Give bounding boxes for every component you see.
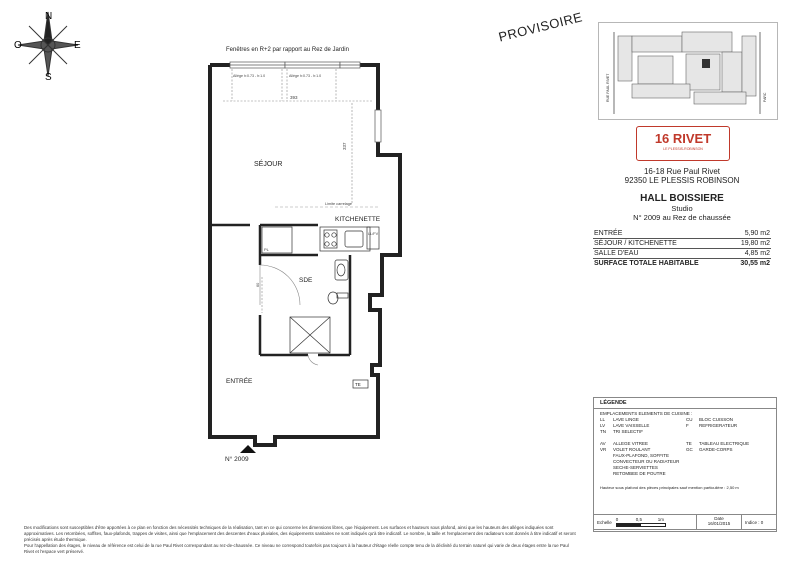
legend-label: TRI SELECTIF (613, 429, 644, 434)
area-row (593, 249, 771, 259)
total-area-value: 30,55 m2 (740, 260, 770, 267)
area-value: 5,90 m2 (744, 230, 770, 237)
scale-tick: 1m (657, 517, 665, 522)
legend-label: LAVE LINGE (613, 417, 639, 422)
legend-label: LAVE VAISSELLE (613, 423, 650, 428)
electrical-panel-label: TE (355, 382, 361, 387)
scale-tick: 0,5 (635, 517, 643, 522)
brand-logo-text: 16 RIVET (654, 131, 712, 146)
index-cell (742, 515, 776, 529)
bathroom-fixtures (290, 260, 348, 353)
compass-south: S (45, 72, 52, 82)
legend-label: BLOC CUISSON (699, 417, 734, 422)
unit-info (590, 193, 774, 222)
legend-line-item: SECHE-SERVIETTES (613, 465, 658, 470)
total-area-label: SURFACE TOTALE HABITABLE (594, 260, 699, 267)
date-value: 16/01/2015 (707, 521, 731, 526)
area-table (593, 229, 771, 268)
legend-code: TE (686, 441, 692, 446)
area-label: SÉJOUR / KITCHENETTE (594, 240, 677, 247)
total-area-row (593, 259, 771, 268)
scale-bar (616, 517, 670, 527)
apartment-number-tag: N° 2009 (225, 456, 249, 463)
site-map-unit-highlight (702, 59, 710, 68)
legend (593, 397, 777, 532)
site-map (598, 22, 778, 120)
legend-code: VR (600, 447, 607, 452)
address-line-2: 92350 LE PLESSIS ROBINSON (624, 176, 740, 185)
date-cell (697, 515, 742, 529)
legend-code (686, 429, 696, 435)
compass-east: E (74, 40, 81, 51)
index-value: Indice : 0 (745, 519, 764, 525)
address (590, 167, 774, 185)
room-label-sde: SDE (299, 277, 313, 284)
unit-number: N° 2009 au Rez de chaussée (633, 213, 731, 222)
provisoire-watermark: PROVISOIRE (497, 9, 584, 45)
area-value: 4,85 m2 (744, 250, 770, 257)
legend-note: Hauteur sous plafond des pièces principales sauf mention particulière : 2,50 m (600, 485, 739, 490)
legend-code: LV (600, 423, 606, 428)
tile-limit-label: Limite carrelage (325, 202, 353, 206)
legend-code: LL (600, 417, 606, 422)
legend-label (699, 429, 779, 435)
legend-line-item: RETOMBEE DE POUTRE (613, 471, 666, 476)
top-windows (230, 62, 360, 68)
date-label: Date (714, 516, 724, 521)
brand-logo (636, 126, 730, 161)
legend-code: GC (686, 447, 693, 452)
floor-plan (190, 55, 410, 465)
room-label-sejour: SÉJOUR (254, 161, 283, 168)
right-window (375, 110, 381, 142)
disclaimer-paragraph: Pour l'appellation des étages, le niveau de référence est celui de la rue Paul Rivet correspondant au rez-de-chaussée. Ce niveau ne correspond toutefois pas toujours à la hauteur d'étage réelle compte tenu de la déclivité du terrain naturel qui varie de deux étages entre la rue Paul Rivet et l'espace vert préservé. (24, 543, 569, 554)
legend-label: ALLEGE VITREE (613, 441, 649, 446)
legend-code: TN (600, 429, 606, 434)
legend-other-list (600, 441, 770, 453)
legend-title: LÉGENDE (594, 398, 776, 409)
hall-name: HALL BOISSIERE (640, 193, 724, 204)
closet-label: PL (264, 247, 269, 252)
allege-label-1: Allège h:0.73 - h:1.0 (233, 74, 266, 78)
area-label: ENTRÉE (594, 230, 623, 237)
scale-cell (594, 515, 697, 529)
sde-dim-label: 60 (256, 282, 260, 287)
site-map-park: PARC (763, 92, 767, 102)
area-row (593, 239, 771, 249)
window-caption: Fenêtres en R+2 par rapport au Rez de Jardin (226, 47, 349, 53)
legend-code: CU (686, 417, 693, 422)
kitchen-counter (320, 227, 379, 251)
area-label: SALLE D'EAU (594, 250, 639, 257)
llfv-label: LL/FV (368, 232, 379, 236)
legend-label: GARDE-CORPS (699, 447, 733, 452)
legend-line-item: FAUX-PLAFOND, SOFFITE (613, 453, 670, 458)
disclaimer-paragraph: Des modifications sont susceptibles d'être apportées à ce plan en fonction des nécessités techniques de la réalisation, tant en ce qui concerne les dimensions libres, que l'équipement. Les surfaces et hauteurs sous plafond, ainsi que les hauteurs des allèges indiquées sont approximatives. Les retombées, soffites, faux-plafonds, trappes de visites, ainsi que l'emplacement des descentes d'eaux pluviales, des équipements sanitaires ne sont indiqués qu'à titre indicatif. Le nombre, la taille et l'emplacement des radiateurs sont donnés à titre indicatif et seront précisés après étude thermique. (24, 525, 576, 542)
scale-label: Echelle (597, 519, 612, 525)
compass-west: O (14, 40, 22, 51)
area-row (593, 229, 771, 239)
width-dim-label: 393 (290, 95, 298, 100)
compass-north: N (45, 11, 53, 22)
room-label-entree: ENTRÉE (226, 378, 253, 385)
compass (14, 8, 86, 82)
legend-kitchen-header: EMPLACEMENTS ELEMENTS DE CUISINE : (600, 411, 693, 416)
title-block-footer (593, 514, 777, 530)
legend-label: TABLEAU ELECTRIQUE (699, 441, 750, 446)
legend-label: REFRIGERATEUR (699, 423, 738, 428)
disclaimer (24, 525, 579, 555)
unit-type: Studio (671, 204, 693, 213)
allege-label-2: Allège h:0.73 - h:1.0 (289, 74, 322, 78)
legend-line-item: CONVECTEUR OU RADIATEUR (613, 459, 680, 464)
area-value: 19,80 m2 (740, 240, 770, 247)
scale-tick: 0 (615, 517, 619, 522)
address-line-1: 16-18 Rue Paul Rivet (643, 167, 721, 176)
height-dim-label: 337 (342, 142, 347, 150)
legend-code: F (686, 423, 689, 428)
legend-kitchen-list (600, 417, 770, 435)
site-map-street: RUE PAUL RIVET (606, 73, 610, 102)
brand-logo-sub: LE PLESSIS-ROBINSON (663, 147, 703, 151)
room-label-kitchenette: KITCHENETTE (335, 216, 381, 223)
legend-label: VOLET ROULANT (613, 447, 651, 452)
legend-code: AV (600, 441, 606, 446)
